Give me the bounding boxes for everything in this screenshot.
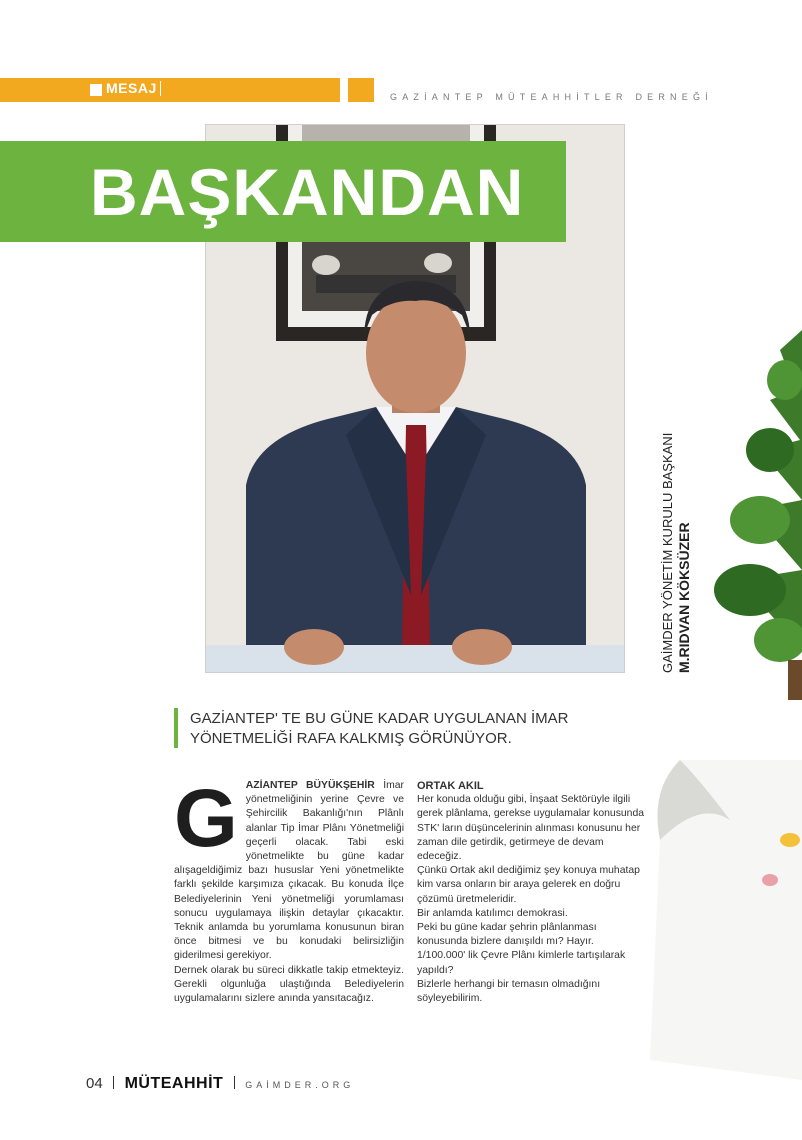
caption-role: GAİMDER YÖNETİM KURULU BAŞKANI bbox=[660, 432, 675, 673]
page-title: BAŞKANDAN bbox=[90, 155, 525, 229]
section-square-icon bbox=[90, 84, 102, 96]
article-paragraph: Bizlerle herhangi bir temasın olmadığını söyleyebilirim. bbox=[417, 978, 601, 1005]
headline: GAZİANTEP' TE BU GÜNE KADAR UYGULANAN İMAR YÖNETMELİĞİ RAFA KALKMIŞ GÖRÜNÜYOR. bbox=[190, 710, 569, 747]
header-orange-bar bbox=[0, 78, 340, 102]
article-right-column bbox=[417, 779, 647, 1006]
article-left-text: İmar yönetmeliğinin yerine Çevre ve Şehircilik Bakanlığı'nın Plânlı alanlar Tip İmar Plânı Yönetmeliği geçerli olacak. Tabi eski yönetmelikte bu güne kadar alışageldiğimiz bazı hususlar Yeni yönetmelikte farklı şekilde karşımıza çıkacak. Bu konuda İlçe Belediyelerinin Yeni yönetmeliği yorumlaması sonucu uygulamaya ilişkin detaylar çıkacaktır. Teknik anlamda bu yorumlama konusunun biran önce bitmesi ve bu konudaki belirsizliğin giderilmesi gerekiyor. bbox=[174, 780, 405, 962]
article-paragraph: Peki bu güne kadar şehrin plânlanması konusunda bizlere danışıldı mı? Hayır. bbox=[417, 922, 597, 948]
article-paragraph bbox=[174, 773, 405, 964]
caption-name: M.RIDVAN KÖKSÜZER bbox=[676, 522, 692, 673]
magazine-logo: MÜTEAHHİT bbox=[124, 1075, 224, 1092]
curled-paper-decoration-icon bbox=[640, 760, 802, 1080]
drop-cap: G bbox=[174, 773, 238, 864]
website-link[interactable]: GAİMDER.ORG bbox=[245, 1080, 355, 1090]
article-paragraph: Dernek olarak bu süreci dikkatle takip etmekteyiz. Gerekli olgunluğa ulaştığında Belediyelerin uygulamalarını sizlere anında yansıtacağız. bbox=[174, 964, 404, 1005]
section-heading: ORTAK AKIL bbox=[417, 780, 484, 792]
article-lead: AZİANTEP BÜYÜKŞEHİR bbox=[245, 780, 375, 791]
page-footer bbox=[86, 1075, 354, 1093]
article-left-column bbox=[174, 773, 405, 1006]
header-orange-block bbox=[348, 78, 374, 102]
headline-accent-bar bbox=[174, 708, 178, 748]
section-separator bbox=[160, 81, 161, 96]
footer-separator bbox=[234, 1076, 235, 1089]
section-label: MESAJ bbox=[106, 80, 157, 96]
tree-decoration-icon bbox=[700, 330, 802, 700]
footer-separator bbox=[113, 1076, 114, 1089]
article-paragraph: Her konuda olduğu gibi, İnşaat Sektörüyle ilgili gerek plânlama, gerekse uygulamalar konusunda STK' ların düşüncelerinin alınması konusunu her zaman dile getirdik, getirmeye de devam edeceğiz. bbox=[417, 794, 645, 863]
photo-caption bbox=[660, 433, 693, 673]
article-paragraph: Bir anlamda katılımcı demokrasi. bbox=[417, 907, 568, 919]
article-paragraph: Çünkü Ortak akıl dediğimiz şey konuya muhatap kim varsa onların bir araya gelerek en doğru çözümü üretmeleridir. bbox=[417, 865, 640, 905]
organization-name: GAZİANTEP MÜTEAHHİTLER DERNEĞİ bbox=[390, 92, 713, 102]
article-paragraph: 1/100.000' lik Çevre Plânı kimlerle tartışılarak yapıldı? bbox=[417, 950, 626, 976]
page-number: 04 bbox=[86, 1075, 103, 1092]
